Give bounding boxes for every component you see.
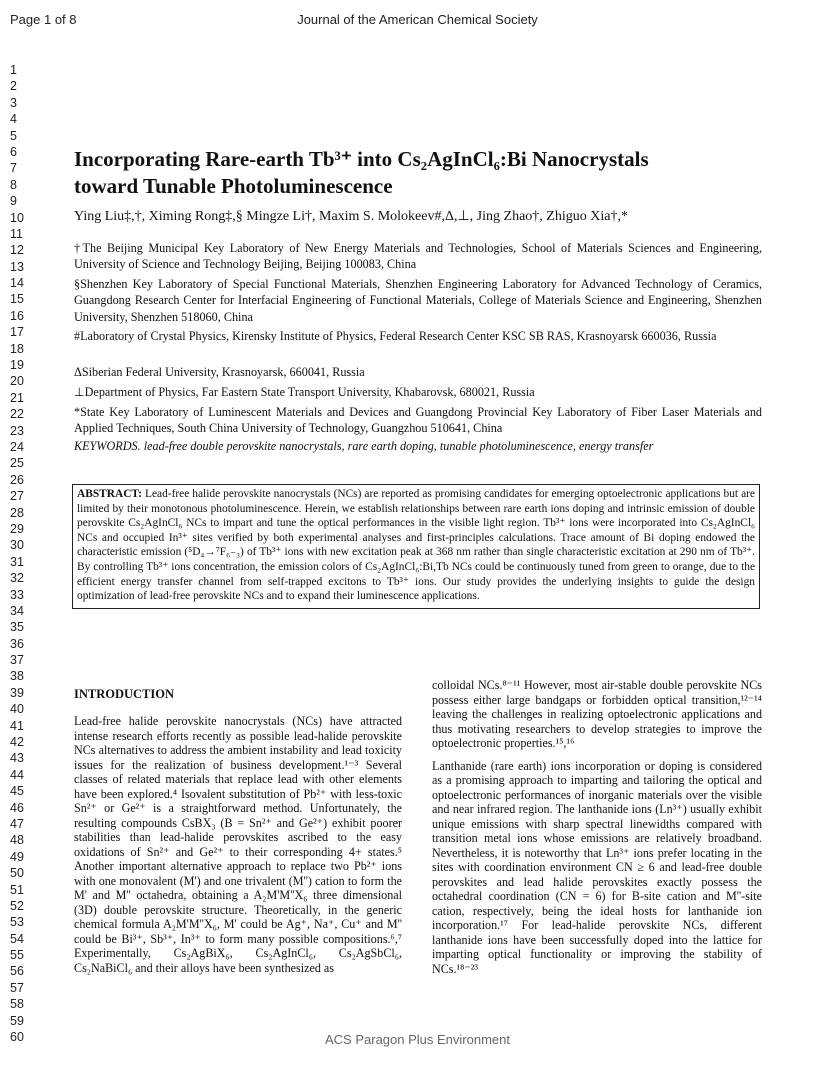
journal-name: Journal of the American Chemical Society <box>297 12 538 27</box>
line-number: 52 <box>10 898 24 913</box>
line-number: 9 <box>10 194 17 209</box>
line-number: 39 <box>10 685 24 700</box>
line-number: 12 <box>10 243 24 258</box>
line-number: 19 <box>10 358 24 373</box>
left-column <box>74 686 402 983</box>
line-number: 30 <box>10 538 24 553</box>
line-number: 60 <box>10 1030 24 1045</box>
line-number: 14 <box>10 276 24 291</box>
abstract-text: Lead-free halide perovskite nanocrystals (NCs) are reported as promising candidates for emerging optoelectronic applications but are limited by their monotonous photoluminescence. Herein, we establish relationships between rare earth ions doping and intrinsic emission of double perovskite Cs₂AgInCl₆ NCs to impart and tune the optical performances in the visible light region. Tb³⁺ ions were incorporated into Cs₂AgInCl₆ NCs and occupied In³⁺ sites verified by both experimental analyses and first-principles calculations. Trace amount of Bi doping endowed the characteristic emission (⁵D₄→⁷F₆₋₃) of Tb³⁺ ions with new excitation peak at 368 nm rather than single characteristic excitation at 290 nm of Tb³⁺. By controlling Tb³⁺ ions concentration, the emission colors of Cs₂AgInCl₆:Bi,Tb NCs could be continuously tuned from green to orange, due to the efficient energy transfer channel from self-trapped excitons to Tb³⁺ ions. Our study provides the underlying insights to guide the design optimization of lead-free perovskite NCs and to expand their luminescence applications. <box>77 488 755 603</box>
line-number: 42 <box>10 735 24 750</box>
affiliation-shenzhen: §Shenzhen Key Laboratory of Special Functional Materials, Shenzhen Engineering Laboratory for Advanced Technology of Ceramics, Guangdong Research Center for Interfacial Engineering of Functional Materials, College of Materials Science and Engineering, Shenzhen University, Shenzhen 518060, China <box>74 277 762 324</box>
affiliation-siberian: ΔSiberian Federal University, Krasnoyarsk, 660041, Russia <box>74 365 365 379</box>
line-number: 18 <box>10 341 24 356</box>
line-number: 49 <box>10 849 24 864</box>
line-number: 47 <box>10 816 24 831</box>
line-number: 21 <box>10 390 24 405</box>
affiliation-far-eastern: ⊥Department of Physics, Far Eastern State Transport University, Khabarovsk, 680021, Russia <box>74 385 535 399</box>
line-number: 36 <box>10 636 24 651</box>
section-heading-introduction: INTRODUCTION <box>74 687 175 701</box>
line-number: 40 <box>10 702 24 717</box>
line-number: 31 <box>10 554 24 569</box>
line-number: 6 <box>10 144 17 159</box>
line-number: 27 <box>10 489 24 504</box>
affiliation-scut: *State Key Laboratory of Luminescent Materials and Devices and Guangdong Provincial Key Laboratory of Fiber Laser Materials and Applied Techniques, South China University of Technology, Guangzhou 510641, China <box>74 405 762 436</box>
line-number: 56 <box>10 964 24 979</box>
line-number: 34 <box>10 603 24 618</box>
line-number: 22 <box>10 407 24 422</box>
line-number: 55 <box>10 948 24 963</box>
intro-paragraph-3: Lanthanide (rare earth) ions incorporation or doping is considered as a promising approach to imparting and tailoring the optical and optoelectronic performances of inorganic materials over the visible and near infrared region. The lanthanide ions (Ln³⁺) usually exhibit unique emissions with sharp spectral linewidths compared with transition metal ions whose emissions are relatively broadband. Nevertheless, it is noteworthy that Ln³⁺ ions prefer locating in the sites with coordination environment CN ≥ 6 and lead-free double perovskites and lead halide perovskites exactly possess the octahedral coordination (CN = 6) for B-site cation and M''-site cation, respectively, being the ideal hosts for lanthanide ion incorporation.¹⁷ For lead-halide perovskite NCs, different lanthanide ions have been successfully doped into the lattice for imparting optical functionality or improving the stability of NCs.¹⁸⁻²³ <box>432 758 762 976</box>
line-number: 45 <box>10 784 24 799</box>
line-number: 50 <box>10 866 24 881</box>
line-number: 35 <box>10 620 24 635</box>
title-line-2: toward Tunable Photoluminescence <box>74 174 393 198</box>
intro-paragraph-2: colloidal NCs.⁸⁻¹¹ However, most air-stable double perovskite NCs possess either large bandgaps or forbidden optical transition,¹²⁻¹⁴ leaving the challenges in realizing optoelectronic applications and thus motivating researchers to develop strategies to improve the optoelectronic properties.¹⁵,¹⁶ <box>432 678 762 750</box>
affiliation-kirensky: #Laboratory of Crystal Physics, Kirensky Institute of Physics, Federal Research Center KSC SB RAS, Krasnoyarsk 660036, Russia <box>74 329 717 343</box>
line-number: 37 <box>10 653 24 668</box>
paper-title <box>74 146 774 200</box>
line-number: 38 <box>10 669 24 684</box>
line-number: 23 <box>10 423 24 438</box>
line-number: 41 <box>10 718 24 733</box>
title-line-1: Incorporating Rare-earth Tb³⁺ into Cs₂AgInCl₆:Bi Nanocrystals <box>74 147 649 171</box>
line-number: 24 <box>10 439 24 454</box>
line-number: 17 <box>10 325 24 340</box>
line-number: 51 <box>10 882 24 897</box>
line-number: 59 <box>10 1013 24 1028</box>
line-number: 1 <box>10 63 17 77</box>
line-number: 15 <box>10 292 24 307</box>
line-number: 57 <box>10 980 24 995</box>
line-number: 5 <box>10 128 17 143</box>
line-number: 13 <box>10 259 24 274</box>
author-list: Ying Liu‡,†, Ximing Rong‡,§ Mingze Li†, Maxim S. Molokeev#,Δ,⊥, Jing Zhao†, Zhiguo Xia†,* <box>74 209 628 224</box>
line-number: 48 <box>10 833 24 848</box>
line-number: 53 <box>10 915 24 930</box>
line-number: 8 <box>10 177 17 192</box>
keywords: KEYWORDS. lead-free double perovskite nanocrystals, rare earth doping, tunable photoluminescence, energy transfer <box>74 439 654 453</box>
line-number: 33 <box>10 587 24 602</box>
line-number: 28 <box>10 505 24 520</box>
line-number: 2 <box>10 79 17 94</box>
line-number: 29 <box>10 521 24 536</box>
line-numbers <box>10 62 40 1045</box>
right-column <box>432 678 762 984</box>
line-number: 3 <box>10 95 17 110</box>
line-number: 26 <box>10 472 24 487</box>
line-number: 25 <box>10 456 24 471</box>
line-number: 58 <box>10 997 24 1012</box>
abstract-box <box>72 484 760 609</box>
line-number: 20 <box>10 374 24 389</box>
line-number: 43 <box>10 751 24 766</box>
line-number: 44 <box>10 767 24 782</box>
line-number: 10 <box>10 210 24 225</box>
intro-paragraph-1: Lead-free halide perovskite nanocrystals (NCs) have attracted intense research efforts recently as possible lead-halide perovskite NCs alternatives to address the ambient instability and lead toxicity issues for the realization of business development.¹⁻³ Several classes of related materials that replace lead with other elements have been explored.⁴ Isovalent substitution of Pb²⁺ with less-toxic Sn²⁺ or Ge²⁺ is a straightforward method. Unfortunately, the resulting compounds CsBX₃ (B = Sn²⁺ and Ge²⁺) exhibit poorer stabilities than lead-halide perovskites ascribed to the easy oxidations of Sn²⁺ and Ge²⁺ to their corresponding 4+ states.⁵ Another important alternative approach to replace two Pb²⁺ ions with one monovalent (M') and one trivalent (M'') cation to form the M' and M'' octahedra, obtaining a A₂M'M''X₆ three dimensional (3D) double perovskite structure. Theoretically, in the generic chemical formula A₂M'M''X₆, M' could be Ag⁺, Na⁺, Cu⁺ and M'' could be Bi³⁺, Sb³⁺, In³⁺ to form many possible compositions.⁶,⁷ Experimentally, Cs₂AgBiX₆, Cs₂AgInCl₆, Cs₂AgSbCl₆, Cs₂NaBiCl₆ and their alloys have been synthesized as <box>74 714 402 975</box>
line-number: 46 <box>10 800 24 815</box>
page-indicator: Page 1 of 8 <box>10 12 77 27</box>
footer-text: ACS Paragon Plus Environment <box>325 1032 510 1047</box>
line-number: 11 <box>10 226 23 241</box>
affiliation-beijing: †The Beijing Municipal Key Laboratory of New Energy Materials and Technologies, School of Materials Sciences and Engineering, University of Science and Technology Beijing, Beijing 100083, China <box>74 241 762 272</box>
line-number: 4 <box>10 112 17 127</box>
line-number: 16 <box>10 308 24 323</box>
abstract-label: ABSTRACT: <box>77 488 142 500</box>
line-number: 7 <box>10 161 17 176</box>
line-number: 54 <box>10 931 24 946</box>
line-number: 32 <box>10 571 24 586</box>
